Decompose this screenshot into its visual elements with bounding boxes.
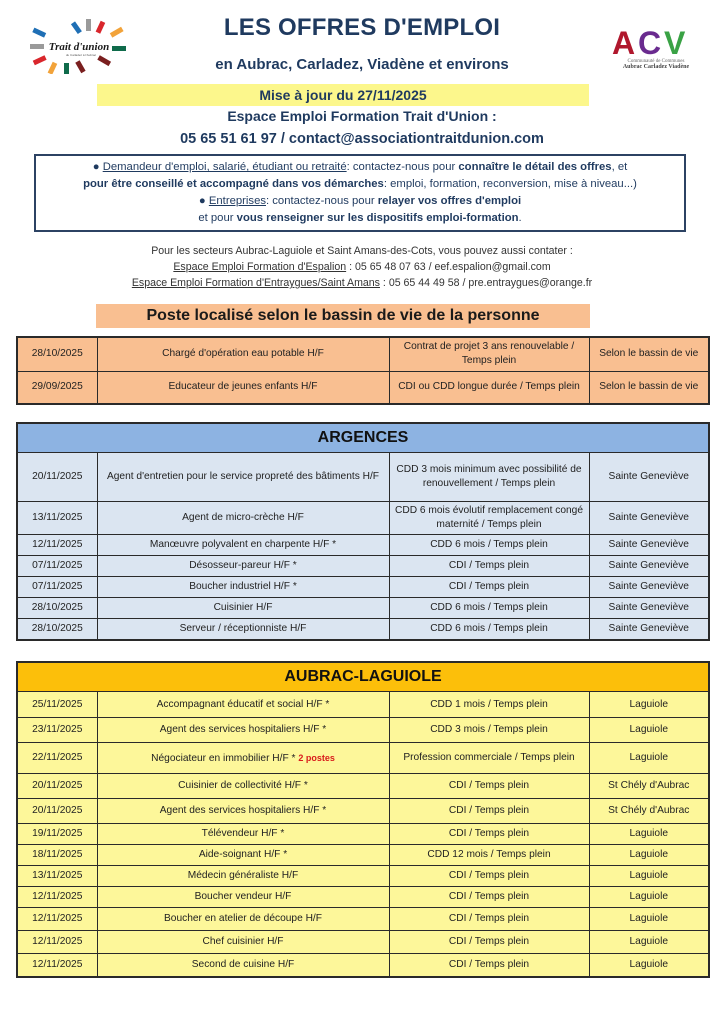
org-name: Espace Emploi Formation Trait d'Union : bbox=[227, 108, 497, 124]
job-title: Négociateur en immobilier H/F * 2 postes bbox=[97, 743, 389, 774]
contacts-intro: Pour les secteurs Aubrac-Laguiole et Saint Amans-des-Cots, vous pouvez aussi contater : bbox=[151, 245, 573, 257]
offer-date: 28/10/2025 bbox=[17, 337, 97, 371]
job-title: Boucher vendeur H/F bbox=[97, 887, 389, 908]
table-row bbox=[17, 535, 709, 556]
contract-type: CDI / Temps plein bbox=[389, 931, 589, 954]
offer-date: 20/11/2025 bbox=[17, 774, 97, 799]
info-box bbox=[34, 154, 686, 232]
table-row bbox=[17, 931, 709, 954]
table-row bbox=[17, 598, 709, 619]
job-location: Laguiole bbox=[589, 931, 709, 954]
svg-text:Communauté de Communes: Communauté de Communes bbox=[627, 59, 685, 64]
contract-type: CDI / Temps plein bbox=[389, 908, 589, 931]
job-location: Sainte Geneviève bbox=[589, 502, 709, 535]
table-row bbox=[17, 845, 709, 866]
aubrac-section-title: AUBRAC-LAGUIOLE bbox=[17, 662, 709, 692]
employers-label: Entreprises bbox=[208, 195, 266, 207]
job-title: Cuisinier H/F bbox=[97, 598, 389, 619]
table-row bbox=[17, 371, 709, 404]
update-date-banner: Mise à jour du 27/11/2025 bbox=[97, 84, 589, 106]
entraygues-link[interactable]: Espace Emploi Formation d'Entraygues/Saint Amans bbox=[131, 277, 380, 289]
job-title: Second de cuisine H/F bbox=[97, 954, 389, 977]
svg-text:Aubrac Carladez Viadène: Aubrac Carladez Viadène bbox=[622, 64, 690, 70]
bullet-icon: ● bbox=[198, 195, 206, 207]
job-location: Laguiole bbox=[589, 718, 709, 743]
job-title: Télévendeur H/F * bbox=[97, 824, 389, 845]
offer-date: 12/11/2025 bbox=[17, 887, 97, 908]
contract-type: CDI / Temps plein bbox=[389, 799, 589, 824]
job-location: Laguiole bbox=[589, 692, 709, 718]
contact-espalion: Espace Emploi Formation d'Espalion : 05 65 48 07 63 / eef.espalion@gmail.com bbox=[173, 261, 551, 273]
contract-type: CDD 3 mois / Temps plein bbox=[389, 718, 589, 743]
info-line-2: pour être conseillé et accompagné dans vos démarches: emploi, formation, reconversion, mise à niveau...) bbox=[83, 178, 637, 190]
job-location: Laguiole bbox=[589, 954, 709, 977]
table-row bbox=[17, 337, 709, 371]
table-row bbox=[17, 774, 709, 799]
job-title: Aide-soignant H/F * bbox=[97, 845, 389, 866]
job-title: Agent d'entretien pour le service propreté des bâtiments H/F bbox=[97, 453, 389, 502]
contract-type: CDI / Temps plein bbox=[389, 824, 589, 845]
table-row bbox=[17, 453, 709, 502]
offer-date: 20/11/2025 bbox=[17, 799, 97, 824]
offer-date: 28/10/2025 bbox=[17, 619, 97, 640]
contract-type: CDI / Temps plein bbox=[389, 887, 589, 908]
contract-type: CDD 6 mois évolutif remplacement congé maternité / Temps plein bbox=[389, 502, 589, 535]
contract-type: CDD 12 mois / Temps plein bbox=[389, 845, 589, 866]
job-title: Boucher en atelier de découpe H/F bbox=[97, 908, 389, 931]
offer-date: 07/11/2025 bbox=[17, 577, 97, 598]
job-location: Laguiole bbox=[589, 845, 709, 866]
job-location: Laguiole bbox=[589, 743, 709, 774]
contract-type: CDI / Temps plein bbox=[389, 866, 589, 887]
svg-text:A: A bbox=[612, 25, 636, 61]
bassin-section-title: Poste localisé selon le bassin de vie de la personne bbox=[96, 304, 590, 328]
job-location: Sainte Geneviève bbox=[589, 598, 709, 619]
contract-type: CDD 3 mois minimum avec possibilité de renouvellement / Temps plein bbox=[389, 453, 589, 502]
job-title: Manœuvre polyvalent en charpente H/F * bbox=[97, 535, 389, 556]
table-row bbox=[17, 577, 709, 598]
other-contacts bbox=[0, 243, 724, 291]
table-row bbox=[17, 556, 709, 577]
job-location: Laguiole bbox=[589, 824, 709, 845]
offer-date: 20/11/2025 bbox=[17, 453, 97, 502]
job-location: Sainte Geneviève bbox=[589, 619, 709, 640]
contract-type: CDD 6 mois / Temps plein bbox=[389, 598, 589, 619]
svg-text:du Carladez à l'Aubrac: du Carladez à l'Aubrac bbox=[65, 53, 97, 57]
offer-date: 13/11/2025 bbox=[17, 866, 97, 887]
svg-text:Trait d'union: Trait d'union bbox=[48, 41, 110, 53]
contract-type: CDD 6 mois / Temps plein bbox=[389, 535, 589, 556]
job-title: Chargé d'opération eau potable H/F bbox=[97, 337, 389, 371]
positions-count-note: 2 postes bbox=[298, 752, 335, 763]
table-row bbox=[17, 619, 709, 640]
info-line-1: ● Demandeur d'emploi, salarié, étudiant ou retraité: contactez-nous pour connaître le détail des offres, et bbox=[92, 161, 628, 173]
contract-type: CDD 1 mois / Temps plein bbox=[389, 692, 589, 718]
job-location: Laguiole bbox=[589, 908, 709, 931]
offer-date: 23/11/2025 bbox=[17, 718, 97, 743]
offer-date: 18/11/2025 bbox=[17, 845, 97, 866]
job-title: Médecin généraliste H/F bbox=[97, 866, 389, 887]
argences-section-title: ARGENCES bbox=[17, 423, 709, 453]
argences-table bbox=[16, 422, 710, 641]
job-location: St Chély d'Aubrac bbox=[589, 799, 709, 824]
contract-type: Contrat de projet 3 ans renouvelable / Temps plein bbox=[389, 337, 589, 371]
table-row bbox=[17, 954, 709, 977]
contact-entraygues: Espace Emploi Formation d'Entraygues/Saint Amans : 05 65 44 49 58 / pre.entraygues@orange.fr bbox=[131, 277, 593, 289]
job-location: Selon le bassin de vie bbox=[589, 337, 709, 371]
info-line-4: et pour vous renseigner sur les dispositifs emploi-formation. bbox=[198, 212, 522, 224]
offer-date: 13/11/2025 bbox=[17, 502, 97, 535]
contract-type: Profession commerciale / Temps plein bbox=[389, 743, 589, 774]
offer-date: 12/11/2025 bbox=[17, 931, 97, 954]
page-subtitle: en Aubrac, Carladez, Viadène et environs bbox=[215, 56, 509, 73]
table-row bbox=[17, 502, 709, 535]
job-location: Sainte Geneviève bbox=[589, 556, 709, 577]
job-location: Sainte Geneviève bbox=[589, 453, 709, 502]
offer-date: 12/11/2025 bbox=[17, 954, 97, 977]
espalion-link[interactable]: Espace Emploi Formation d'Espalion bbox=[173, 261, 347, 273]
table-row bbox=[17, 743, 709, 774]
job-title: Serveur / réceptionniste H/F bbox=[97, 619, 389, 640]
bassin-table bbox=[16, 336, 710, 405]
job-location: Laguiole bbox=[589, 887, 709, 908]
job-title: Educateur de jeunes enfants H/F bbox=[97, 371, 389, 404]
table-row bbox=[17, 692, 709, 718]
job-location: Laguiole bbox=[589, 866, 709, 887]
contract-type: CDI / Temps plein bbox=[389, 774, 589, 799]
table-row bbox=[17, 908, 709, 931]
offer-date: 19/11/2025 bbox=[17, 824, 97, 845]
job-title: Accompagnant éducatif et social H/F * bbox=[97, 692, 389, 718]
job-title: Chef cuisinier H/F bbox=[97, 931, 389, 954]
svg-text:V: V bbox=[664, 25, 686, 61]
table-row bbox=[17, 824, 709, 845]
contract-type: CDI / Temps plein bbox=[389, 556, 589, 577]
job-location: Sainte Geneviève bbox=[589, 535, 709, 556]
info-line-3: ● Entreprises: contactez-nous pour relayer vos offres d'emploi bbox=[198, 195, 522, 207]
offer-date: 25/11/2025 bbox=[17, 692, 97, 718]
job-seekers-label: Demandeur d'emploi, salarié, étudiant ou retraité bbox=[102, 161, 347, 173]
table-row bbox=[17, 718, 709, 743]
job-title: Agent des services hospitaliers H/F * bbox=[97, 799, 389, 824]
job-location: Selon le bassin de vie bbox=[589, 371, 709, 404]
table-row bbox=[17, 799, 709, 824]
job-title: Agent des services hospitaliers H/F * bbox=[97, 718, 389, 743]
job-title: Boucher industriel H/F * bbox=[97, 577, 389, 598]
offer-date: 12/11/2025 bbox=[17, 908, 97, 931]
offer-date: 22/11/2025 bbox=[17, 743, 97, 774]
offer-date: 29/09/2025 bbox=[17, 371, 97, 404]
offer-date: 12/11/2025 bbox=[17, 535, 97, 556]
job-location: St Chély d'Aubrac bbox=[589, 774, 709, 799]
aubrac-table bbox=[16, 661, 710, 978]
offer-date: 28/10/2025 bbox=[17, 598, 97, 619]
job-title: Cuisinier de collectivité H/F * bbox=[97, 774, 389, 799]
job-title: Agent de micro-crèche H/F bbox=[97, 502, 389, 535]
page-title: LES OFFRES D'EMPLOI bbox=[223, 14, 501, 41]
table-row bbox=[17, 866, 709, 887]
bullet-icon: ● bbox=[92, 161, 100, 173]
contract-type: CDI ou CDD longue durée / Temps plein bbox=[389, 371, 589, 404]
org-contact[interactable]: 05 65 51 61 97 / contact@associationtraitdunion.com bbox=[180, 131, 544, 147]
contract-type: CDD 6 mois / Temps plein bbox=[389, 619, 589, 640]
offer-date: 07/11/2025 bbox=[17, 556, 97, 577]
contract-type: CDI / Temps plein bbox=[389, 577, 589, 598]
job-location: Sainte Geneviève bbox=[589, 577, 709, 598]
contract-type: CDI / Temps plein bbox=[389, 954, 589, 977]
svg-text:C: C bbox=[638, 25, 662, 61]
job-title: Désosseur-pareur H/F * bbox=[97, 556, 389, 577]
table-row bbox=[17, 887, 709, 908]
